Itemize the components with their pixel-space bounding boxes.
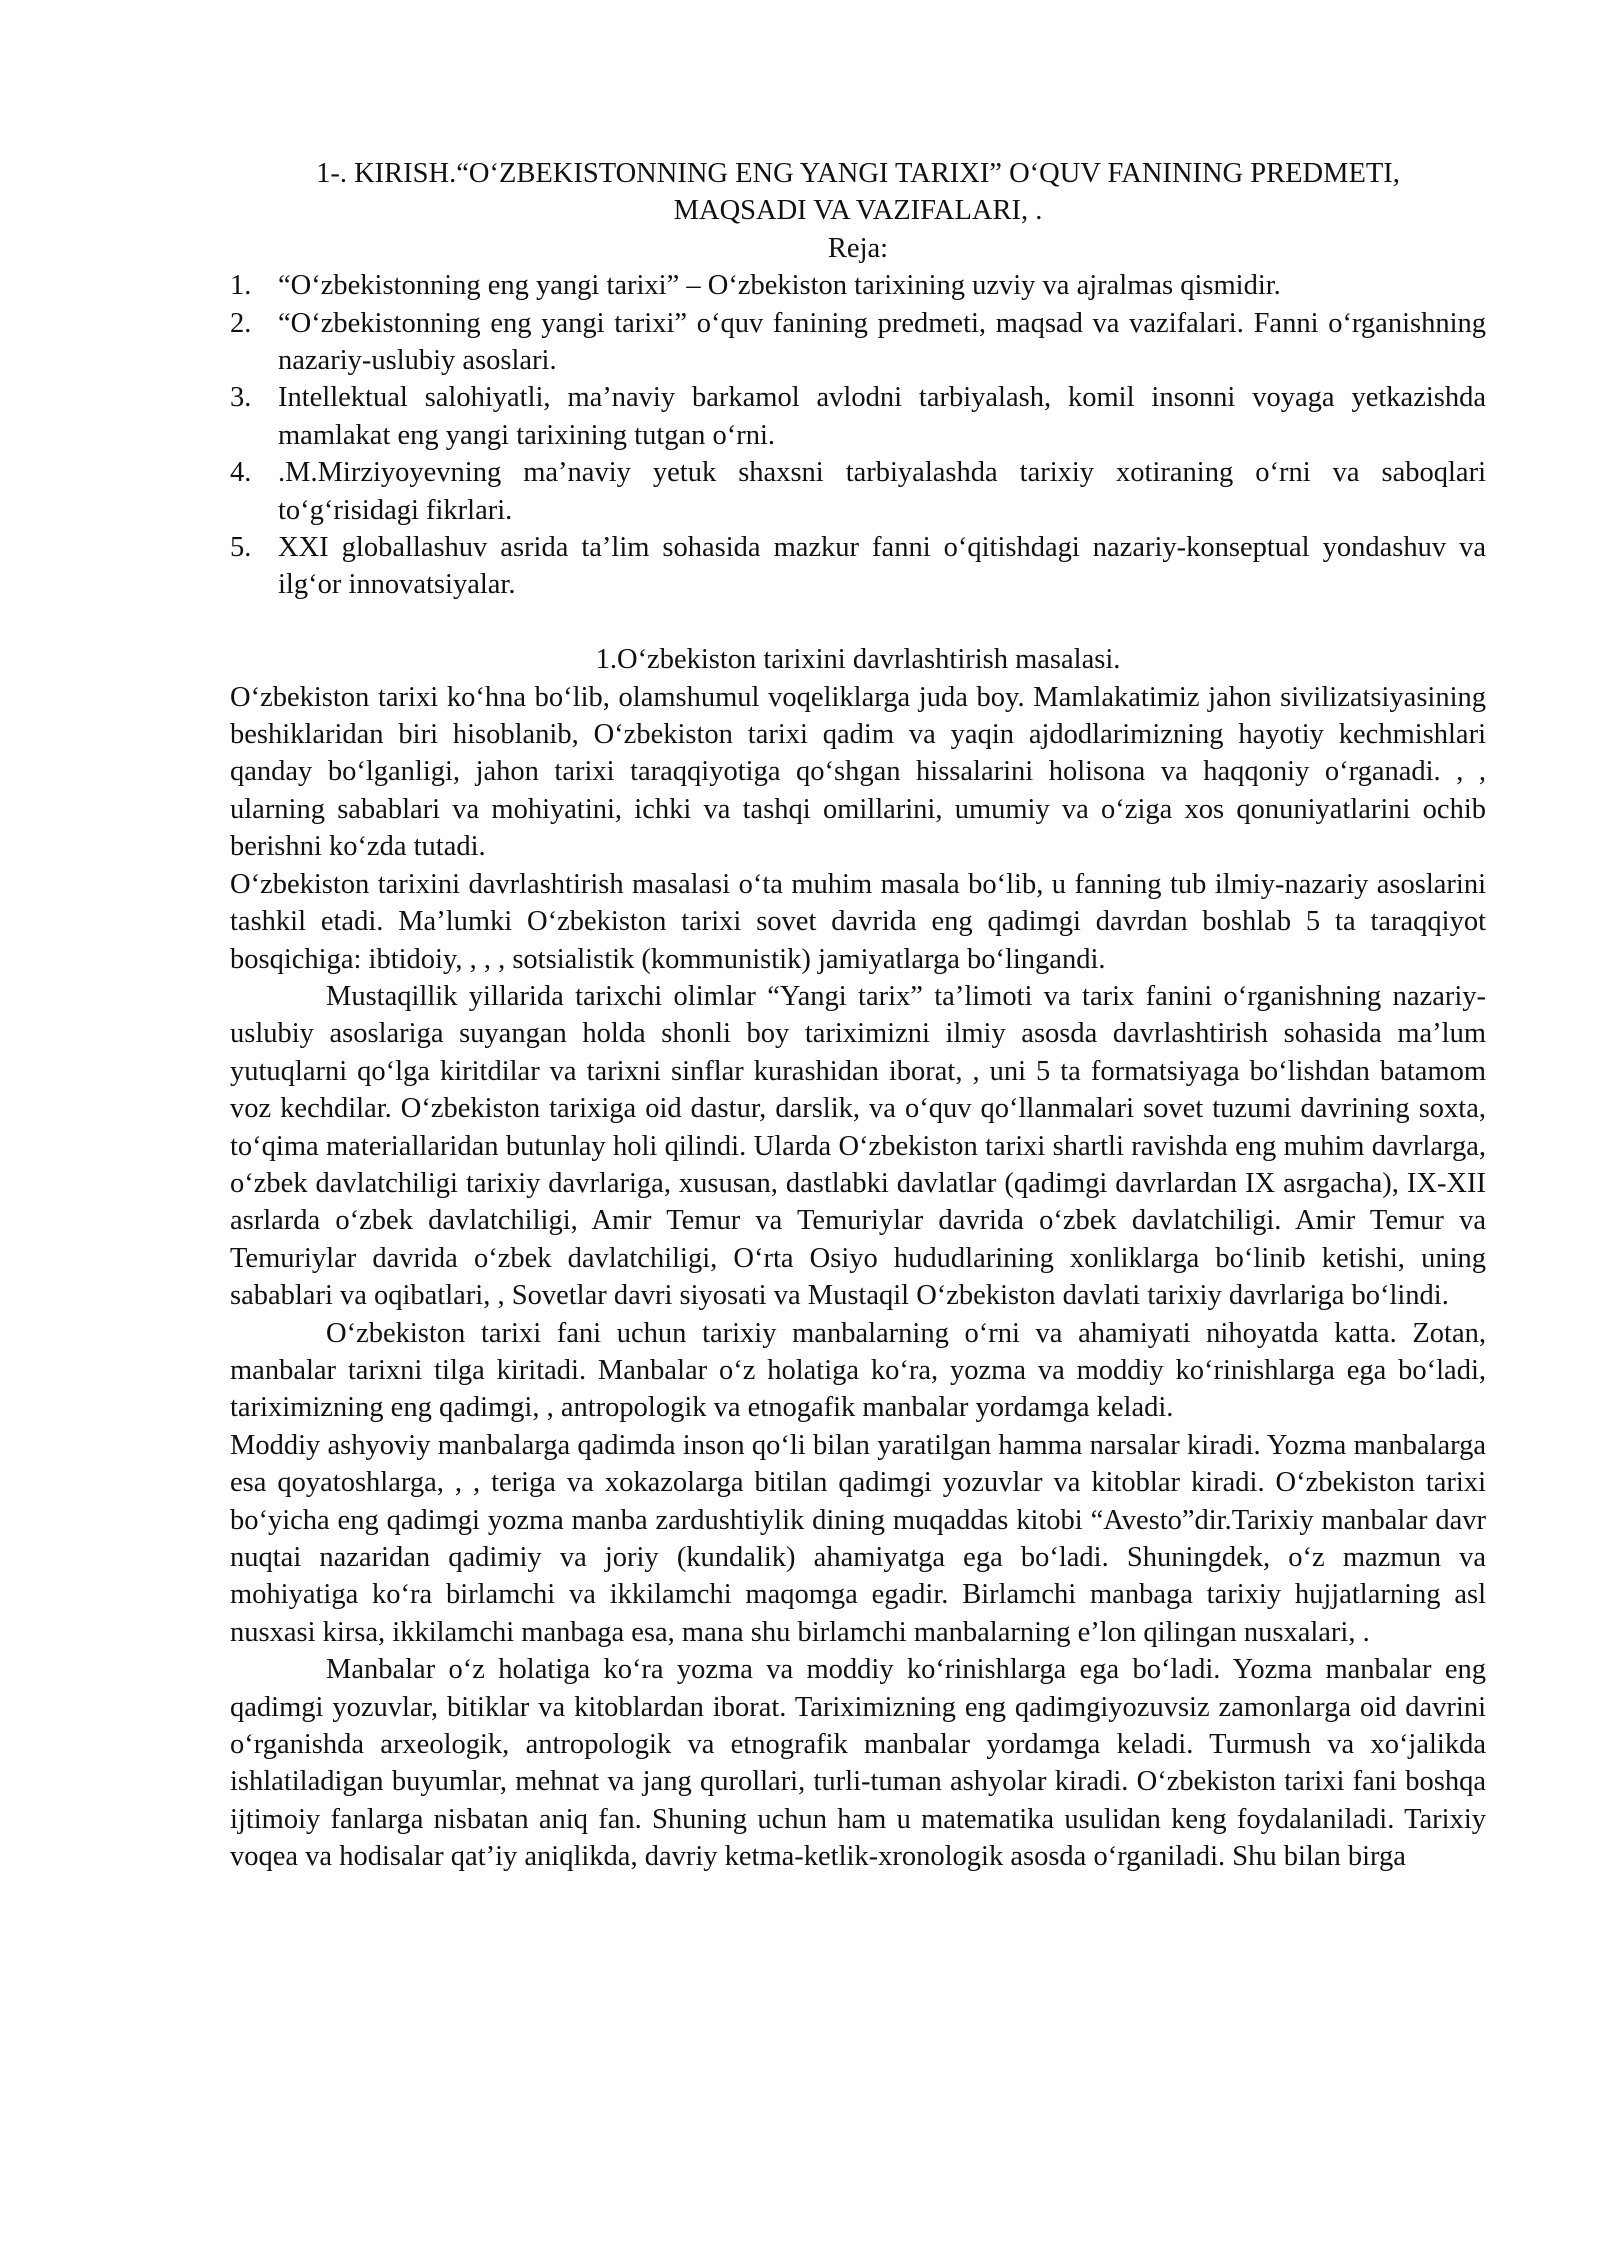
- plan-item-text: “O‘zbekistonning eng yangi tarixi” – O‘zbekiston tarixining uzviy va ajralmas qismidir.: [278, 270, 1281, 302]
- title-line-1: 1-. KIRISH.“O‘ZBEKISTONNING ENG YANGI TARIXI” O‘QUV FANINING PREDMETI,: [316, 158, 1400, 189]
- plan-item-number: 1.: [230, 270, 252, 302]
- title-line-2: MAQSADI VA VAZIFALARI, .: [673, 195, 1043, 227]
- plan-item-number: 5.: [230, 532, 252, 564]
- document-page: [230, 155, 1486, 1876]
- body-paragraph: O‘zbekiston tarixini davrlashtirish masalasi o‘ta muhim masala bo‘lib, u fanning tub ilmiy-nazariy asoslarini tashkil etadi. Ma’lumki O‘zbekiston tarixi sovet davrida eng qadimgi davrdan boshlab 5 ta taraqqiyot bosqichiga: ibtidoiy, , , , sotsialistik (kommunistik) jamiyatlarga bo‘lingandi.: [230, 868, 1486, 975]
- plan-item: [230, 267, 1486, 304]
- plan-item-text: Intellektual salohiyatli, ma’naviy barkamol avlodni tarbiyalash, komil insonni voyaga yetkazishda mamlakat eng yangi tarixining tutgan o‘rni.: [278, 382, 1486, 451]
- section-heading: 1.O‘zbekiston tarixini davrlashtirish masalasi.: [595, 644, 1121, 676]
- body-paragraph: Manbalar o‘z holatiga ko‘ra yozma va moddiy ko‘rinishlarga ega bo‘ladi. Yozma manbalar eng qadimgi yozuvlar, bitiklar va kitoblardan iborat. Tariximizning eng qadimgiyozuvsiz zamonlarga oid davrini o‘rganishda arxeologik, antropologik va etnografik manbalar yordamga keladi. Turmush va xo‘jalikda ishlatiladigan buyumlar, mehnat va jang qurollari, turli-tuman ashyolar kiradi. O‘zbekiston tarixi fani boshqa ijtimoiy fanlarga nisbatan aniq fan. Shuning uchun ham u matematika usulidan keng foydalaniladi. Tarixiy voqea va hodisalar qat’iy aniqlikda, davriy ketma-ketlik-xronologik asosda o‘rganiladi. Shu bilan birga: [230, 1654, 1486, 1873]
- body-paragraph: Moddiy ashyoviy manbalarga qadimda inson qo‘li bilan yaratilgan hamma narsalar kiradi. Yozma manbalarga esa qoyatoshlarga, , , teriga va xokazolarga bitilan qadimgi yozuvlar va kitoblar kiradi. O‘zbekiston tarixi bo‘yicha eng qadimgi yozma manba zardushtiylik dining muqaddas kitobi “Avesto”dir.Tarixiy manbalar davr nuqtai nazaridan qadimiy va joriy (kundalik) ahamiyatga ega bo‘ladi. Shuningdek, o‘z mazmun va mohiyatiga ko‘ra birlamchi va ikkilamchi maqomga egadir. Birlamchi manbaga tarixiy hujjatlarning asl nusxasi kirsa, ikkilamchi manbaga esa, mana shu birlamchi manbalarning e’lon qilingan nusxalari, .: [230, 1429, 1486, 1648]
- spacer: [230, 604, 1486, 641]
- document-title: [230, 155, 1486, 230]
- body-paragraph: O‘zbekiston tarixi ko‘hna bo‘lib, olamshumul voqeliklarga juda boy. Mamlakatimiz jahon sivilizatsiyasining beshiklaridan biri hisoblanib, O‘zbekiston tarixi qadim va yaqin ajdodlarimizning hayotiy kechmishlari qanday bo‘lganligi, jahon tarixi taraqqiyotiga qo‘shgan hissalarini holisona va haqqoniy o‘rganadi. , , ularning sabablari va mohiyatini, ichki va tashqi omillarini, umumiy va o‘ziga xos qonuniyatlarini ochib berishni ko‘zda tutadi.: [230, 681, 1486, 863]
- body-paragraph: Mustaqillik yillarida tarixchi olimlar “Yangi tarix” ta’limoti va tarix fanini o‘rganishning nazariy-uslubiy asoslariga suyangan holda shonli boy tariximizni ilmiy asosda davrlashtirish sohasida ma’lum yutuqlarni qo‘lga kiritdilar va tarixni sinflar kurashidan iborat, , uni 5 ta formatsiyaga bo‘lishdan batamom voz kechdilar. O‘zbekiston tarixiga oid dastur, darslik, va o‘quv qo‘llanmalari sovet tuzumi davrining soxta, to‘qima materiallaridan butunlay holi qilindi. Ularda O‘zbekiston tarixi shartli ravishda eng muhim davrlarga, o‘zbek davlatchiligi tarixiy davrlariga, xususan, dastlabki davlatlar (qadimgi davrlardan IX asrgacha), IX-XII asrlarda o‘zbek davlatchiligi, Amir Temur va Temuriylar davrida o‘zbek davlatchiligi. Amir Temur va Temuriylar davrida o‘zbek davlatchiligi, O‘rta Osiyo hududlarining xonliklarga bo‘linib ketishi, uning sabablari va oqibatlari, , Sovetlar davri siyosati va Mustaqil O‘zbekiston davlati tarixiy davrlariga bo‘lindi.: [230, 980, 1486, 1312]
- body-paragraph: O‘zbekiston tarixi fani uchun tarixiy manbalarning o‘rni va ahamiyati nihoyatda katta. Zotan, manbalar tarixni tilga kiritadi. Manbalar o‘z holatiga ko‘ra, yozma va moddiy ko‘rinishlarga ega bo‘ladi, tariximizning eng qadimgi, , antropologik va etnogafik manbalar yordamga keladi.: [230, 1317, 1486, 1424]
- plan-item: [230, 529, 1486, 604]
- plan-list: [230, 267, 1486, 604]
- plan-item-number: 2.: [230, 307, 252, 339]
- plan-label: Reja:: [827, 232, 889, 264]
- plan-item-text: XXI globallashuv asrida ta’lim sohasida mazkur fanni o‘qitishdagi nazariy-konseptual yondashuv va ilg‘or innovatsiyalar.: [278, 532, 1486, 601]
- plan-item-text: .M.Mirziyoyevning ma’naviy yetuk shaxsni tarbiyalashda tarixiy xotiraning o‘rni va saboqlari to‘g‘risidagi fikrlari.: [278, 457, 1486, 526]
- plan-item-number: 3.: [230, 382, 252, 414]
- plan-item-text: “O‘zbekistonning eng yangi tarixi” o‘quv fanining predmeti, maqsad va vazifalari. Fanni o‘rganishning nazariy-uslubiy asoslari.: [278, 307, 1486, 377]
- plan-item-number: 4.: [230, 457, 252, 489]
- plan-item: [230, 379, 1486, 454]
- plan-item: [230, 454, 1486, 529]
- plan-item: [230, 305, 1486, 380]
